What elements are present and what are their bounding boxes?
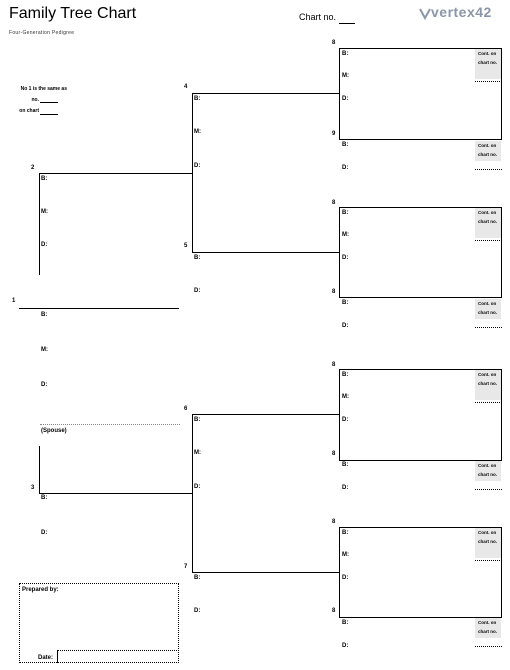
person-number: 8	[332, 608, 336, 614]
birth-label: B:	[342, 462, 349, 468]
person-number: 8	[332, 289, 336, 295]
death-label: D:	[342, 323, 349, 329]
person-number: 7	[184, 564, 188, 570]
birth-label: B:	[342, 210, 349, 216]
continued-box: Cont. on chart no.	[475, 49, 501, 79]
vertex42-logo-icon	[419, 6, 431, 20]
continued-field[interactable]	[475, 489, 502, 490]
death-label: D:	[342, 165, 349, 171]
marriage-label: M:	[342, 232, 349, 238]
person-2-name-line[interactable]	[39, 173, 193, 174]
continued-field[interactable]	[475, 81, 502, 82]
person-number: 5	[184, 243, 188, 249]
person-number: 9	[332, 131, 336, 137]
continued-box: Cont. on chart no.	[475, 299, 501, 319]
birth-label: B:	[342, 142, 349, 148]
continued-box: Cont. on chart no.	[475, 461, 501, 481]
person-3-name-line[interactable]	[39, 493, 193, 494]
person-number: 1	[12, 298, 16, 304]
death-label: D:	[194, 163, 201, 169]
person-number: 8	[332, 40, 336, 46]
death-label: D:	[342, 485, 349, 491]
death-label: D:	[342, 643, 349, 649]
person-number: 8	[332, 451, 336, 457]
person-4-name-line[interactable]	[192, 93, 340, 94]
connector-line	[192, 414, 193, 572]
continued-box: Cont. on chart no.	[475, 141, 501, 161]
continued-field[interactable]	[475, 646, 502, 647]
person-number: 8	[332, 200, 336, 206]
person-6-name-line[interactable]	[192, 414, 340, 415]
death-label: D:	[194, 484, 201, 490]
death-label: D:	[342, 96, 349, 102]
birth-label: B:	[342, 530, 349, 536]
marriage-label: M:	[41, 347, 48, 353]
continued-field[interactable]	[475, 169, 502, 170]
connector-line	[192, 93, 193, 252]
same-as-line1: No 1 is the same as	[20, 86, 67, 92]
spouse-name-line[interactable]	[40, 424, 180, 425]
death-label: D:	[194, 288, 201, 294]
birth-label: B:	[41, 176, 48, 182]
continued-field[interactable]	[475, 327, 502, 328]
birth-label: B:	[342, 51, 349, 57]
birth-label: B:	[41, 312, 48, 318]
date-field[interactable]	[57, 650, 179, 663]
person-7-name-line[interactable]	[192, 572, 340, 573]
prepared-by-label: Prepared by:	[22, 587, 59, 593]
death-label: D:	[342, 575, 349, 581]
page-subtitle: Four-Generation Pedigree	[9, 30, 75, 36]
same-as-line3: on chart	[19, 108, 39, 114]
birth-label: B:	[194, 96, 201, 102]
birth-label: B:	[194, 255, 201, 261]
vertex42-logo: vertex42	[431, 4, 492, 20]
person-number: 4	[184, 84, 188, 90]
marriage-label: M:	[342, 552, 349, 558]
marriage-label: M:	[194, 450, 201, 456]
same-as-chart-field[interactable]	[40, 114, 58, 115]
birth-label: B:	[342, 372, 349, 378]
death-label: D:	[342, 255, 349, 261]
marriage-label: M:	[194, 129, 201, 135]
chart-no-label: Chart no.	[299, 12, 337, 22]
continued-box: Cont. on chart no.	[475, 528, 501, 558]
connector-line	[39, 173, 40, 275]
continued-box: Cont. on chart no.	[475, 370, 501, 400]
marriage-label: M:	[342, 394, 349, 400]
birth-label: B:	[342, 300, 349, 306]
person-number: 8	[332, 519, 336, 525]
continued-box: Cont. on chart no.	[475, 618, 501, 638]
person-number: 2	[31, 165, 35, 171]
birth-label: B:	[194, 575, 201, 581]
marriage-label: M:	[41, 209, 48, 215]
continued-box: Cont. on chart no.	[475, 208, 501, 238]
death-label: D:	[194, 608, 201, 614]
death-label: D:	[41, 530, 48, 536]
person-number: 3	[31, 485, 35, 491]
death-label: D:	[41, 242, 48, 248]
person-5-name-line[interactable]	[192, 252, 340, 253]
birth-label: B:	[194, 417, 201, 423]
birth-label: B:	[41, 495, 48, 501]
death-label: D:	[41, 382, 48, 388]
continued-field[interactable]	[475, 560, 502, 561]
same-as-line2: no.	[31, 97, 39, 103]
person-number: 8	[332, 362, 336, 368]
same-as-no-field[interactable]	[40, 102, 58, 103]
person-1-name-line[interactable]	[19, 308, 179, 309]
chart-no-field[interactable]	[339, 23, 355, 24]
marriage-label: M:	[342, 73, 349, 79]
page-title: Family Tree Chart	[9, 5, 137, 22]
date-label: Date:	[38, 655, 54, 661]
continued-field[interactable]	[475, 402, 502, 403]
death-label: D:	[342, 417, 349, 423]
connector-line	[39, 446, 40, 493]
continued-field[interactable]	[475, 240, 502, 241]
person-number: 6	[184, 406, 188, 412]
spouse-label: (Spouse)	[41, 428, 67, 434]
birth-label: B:	[342, 620, 349, 626]
